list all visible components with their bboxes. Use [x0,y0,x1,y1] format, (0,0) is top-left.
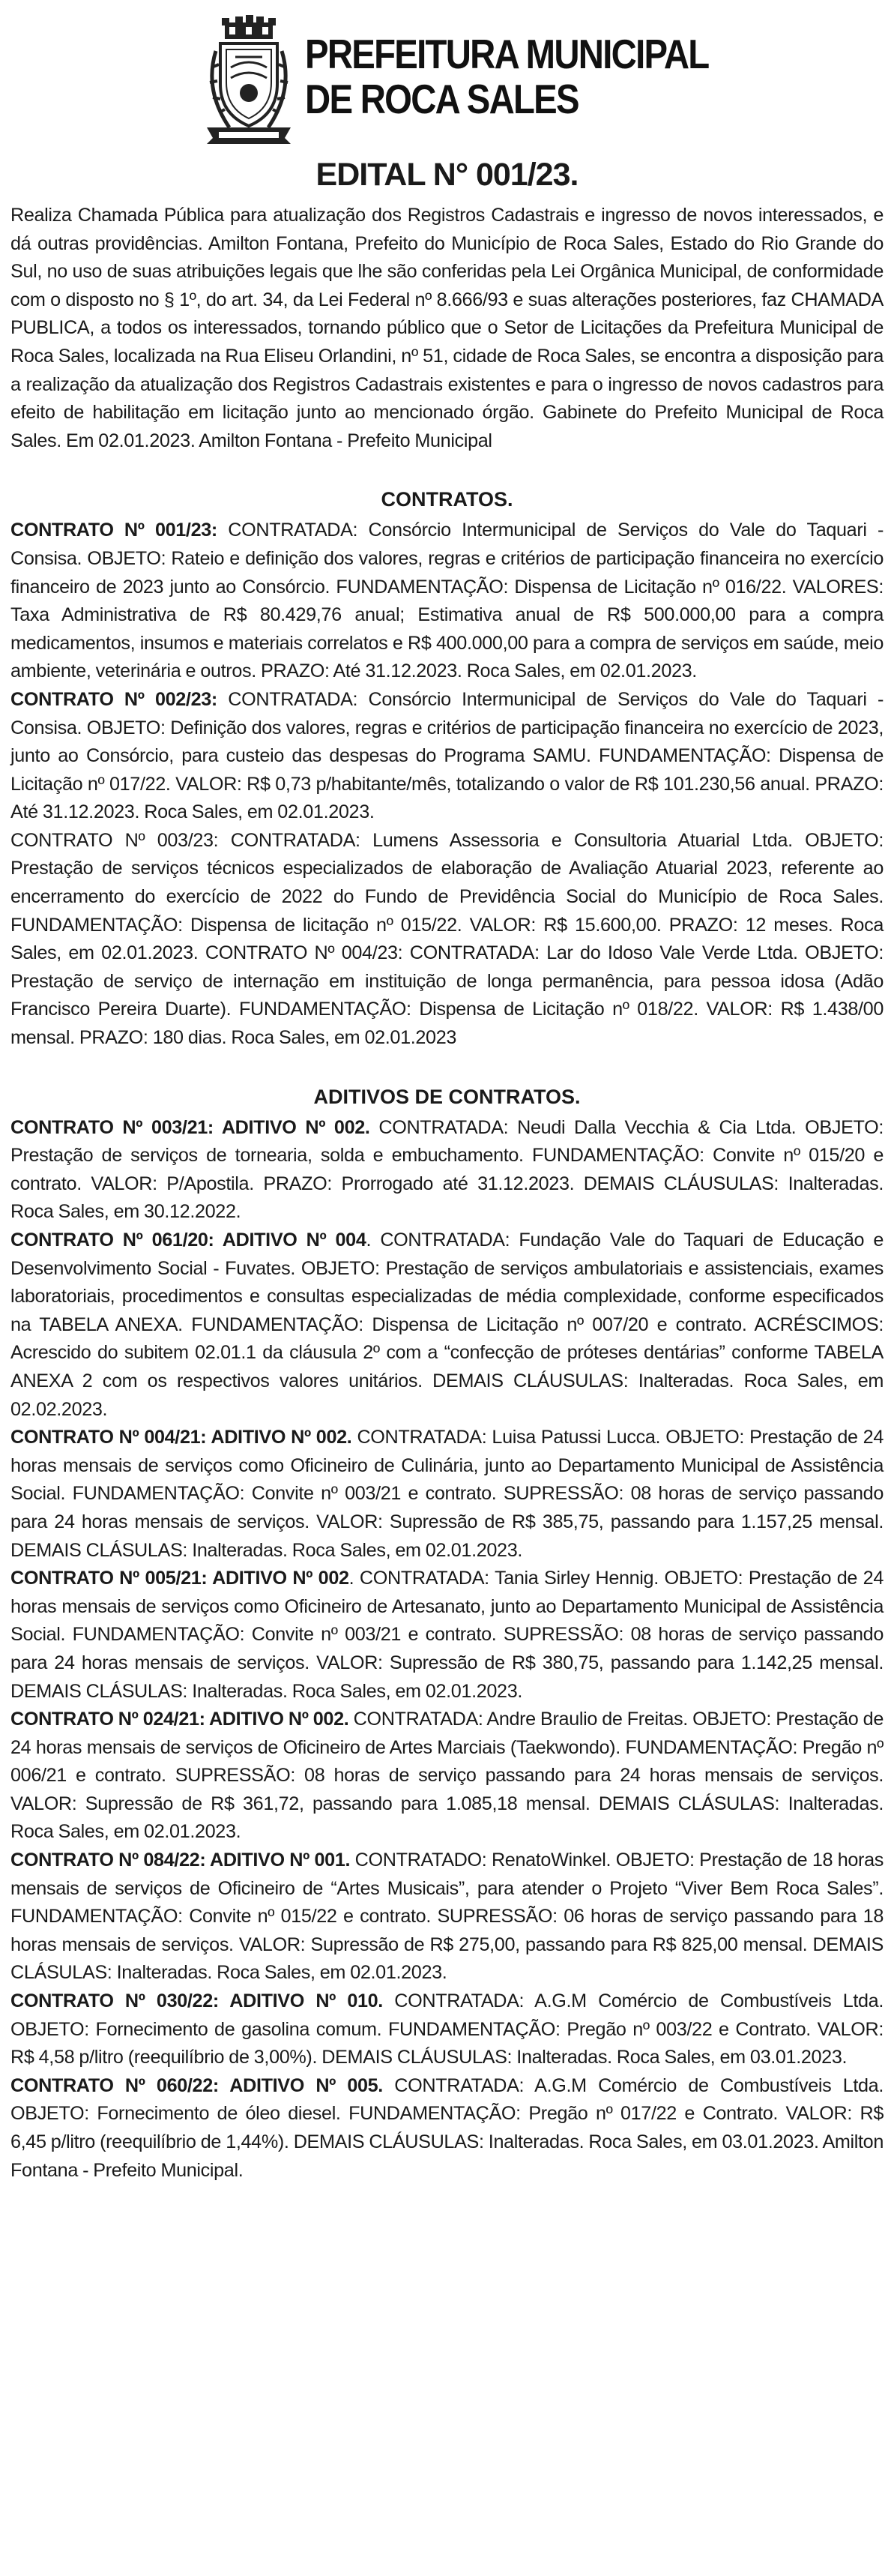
title-line-1: PREFEITURA MUNICIPAL [305,31,709,77]
contrato-text: CONTRATADA: Consórcio Intermunicipal de Serviços do Vale do Taquari - Consisa. OBJETO: Rateio e definição dos valores, regras e critérios de participação financeira no exercício financeiro de 2023 junto ao Consórcio. FUNDAMENTAÇÃO: Dispensa de Licitação nº 016/22. VALORES: Taxa Administrativa de R$ 80.429,76 anual; Estimativa anual de R$ 500.000,00 para a compra medicamentos, insumos e materiais correlatos e R$ 400.000,00 para a compra de serviços em saúde, meio ambiente, veterinária e outros. PRAZO: Até 31.12.2023. Roca Sales, em 02.01.2023. [10,520,884,682]
aditivo-item [10,1706,884,1847]
title-line-2: DE ROCA SALES [305,76,579,122]
aditivo-lead: CONTRATO Nº 084/22: ADITIVO Nº 001. [10,1850,351,1871]
header [10,10,884,149]
municipal-coat-of-arms-icon [199,15,298,146]
aditivo-text: . CONTRATADA: Fundação Vale do Taquari de Educação e Desenvolvimento Social - Fuvates. OBJETO: Prestação de serviços ambulatoriais e assistenciais, exames laboratoriais, procedimentos e consultas especializadas de média complexidade, conforme especificados na TABELA ANEXA. FUNDAMENTAÇÃO: Dispensa de Licitação nº 007/20 e contrato. ACRÉSCIMOS: Acrescido do subitem 02.01.1 da cláusula 2º com a “confecção de próteses dentárias” conforme TABELA ANEXA 2 com os respectivos valores unitários. DEMAIS CLÁUSULAS: Inalteradas. Roca Sales, em 02.02.2023. [10,1230,884,1420]
aditivo-text: CONTRATADA: Luisa Patussi Lucca. OBJETO: Prestação de 24 horas mensais de serviços como Oficineiro de Culinária, junto ao Departamento Municipal de Assistência Social. FUNDAMENTAÇÃO: Convite nº 003/21 e contrato. SUPRESSÃO: 08 horas de serviço passando para 24 horas mensais de serviços. VALOR: Supressão de R$ 385,75, passando para 1.157,25 mensal. DEMAIS CLÁSULAS: Inalteradas. Roca Sales, em 02.01.2023. [10,1427,884,1561]
aditivo-lead: CONTRATO Nº 061/20: ADITIVO Nº 004 [10,1230,366,1251]
aditivo-lead: CONTRATO Nº 060/22: ADITIVO Nº 005. [10,2074,383,2096]
edital-text: Realiza Chamada Pública para atualização dos Registros Cadastrais e ingresso de novos interessados, e dá outras providências. Amilton Fontana, Prefeito do Município de Roca Sales, Estado do Rio Grande do Sul, no uso de suas atribuições legais que lhe são conferidas pela Lei Orgânica Municipal, de conformidade com o disposto no § 1º, do art. 34, da Lei Federal nº 8.666/93 e suas alterações posteriores, faz CHAMADA PUBLICA, a todos os interessados, tornando público que o Setor de Licitações da Prefeitura Municipal de Roca Sales, localizada na Rua Eliseu Orlandini, nº 51, cidade de Roca Sales, se encontra a disposição para a realização da atualização dos Registros Cadastrais existentes e para o ingresso de novos cadastros para efeito de habilitação em licitação junto ao mencionado órgão. Gabinete do Prefeito Municipal de Roca Sales. Em 02.01.2023. Amilton Fontana - Prefeito Municipal [10,205,884,451]
aditivo-text: CONTRATADO: RenatoWinkel. OBJETO: Prestação de 18 horas mensais de serviços de Oficineiro de “Artes Musicais”, para atender o Projeto “Viver Bem Roca Sales”. FUNDAMENTAÇÃO: Convite nº 015/22 e contrato. SUPRESSÃO: 06 horas de serviço passando para 18 horas mensais de serviços. VALOR: Supressão de R$ 275,00, passando para R$ 825,00 mensal. DEMAIS CLÁSULAS: Inalteradas. Roca Sales, em 02.01.2023. [10,1850,884,1984]
aditivo-item [10,1565,884,1706]
contratos-heading: CONTRATOS. [381,488,513,511]
aditivo-lead: CONTRATO Nº 003/21: ADITIVO Nº 002. [10,1116,370,1138]
edital-title: EDITAL N° 001/23. [315,157,579,193]
contrato-item [10,827,884,1053]
aditivo-text: CONTRATADA: A.G.M Comércio de Combustíveis Ltda. OBJETO: Fornecimento de óleo diesel. FUNDAMENTAÇÃO: Pregão nº 017/22 e Contrato. VALOR: R$ 6,45 p/litro (reequilíbrio de 1,44%). DEMAIS CLÁUSULAS: Inalteradas. Roca Sales, em 03.01.2023. Amilton Fontana - Prefeito Municipal. [10,2074,884,2181]
contrato-lead: CONTRATO Nº 001/23: [10,520,217,541]
aditivo-item [10,1227,884,1424]
contrato-text: CONTRATADA: Consórcio Intermunicipal de Serviços do Vale do Taquari - Consisa. OBJETO: Definição dos valores, regras e critérios de participação financeira no exercício de 2023, junto ao Consórcio, para custeio das despesas do Programa SAMU. FUNDAMENTAÇÃO: Dispensa de Licitação nº 017/22. VALOR: R$ 0,73 p/habitante/mês, totalizando o valor de R$ 101.230,56 anual. PRAZO: Até 31.12.2023. Roca Sales, em 02.01.2023. [10,688,884,823]
aditivo-text: CONTRATADA: Andre Braulio de Freitas. OBJETO: Prestação de 24 horas mensais de serviços de Oficineiro de Artes Marciais (Taekwondo). FUNDAMENTAÇÃO: Pregão nº 006/21 e contrato. SUPRESSÃO: 08 horas de serviço passando para 24 horas mensais de serviços. VALOR: Supressão de R$ 361,72, passando para 1.085,18 mensal. DEMAIS CLÁSULAS: Inalteradas. Roca Sales, em 02.01.2023. [10,1709,884,1843]
aditivo-item [10,1987,884,2072]
aditivo-item [10,1847,884,1987]
contrato-item [10,517,884,686]
aditivo-lead: CONTRATO Nº 004/21: ADITIVO Nº 002. [10,1427,352,1448]
aditivo-text: CONTRATADA: A.G.M Comércio de Combustíveis Ltda. OBJETO: Fornecimento de gasolina comum. FUNDAMENTAÇÃO: Pregão nº 003/22 e Contrato. VALOR: R$ 4,58 p/litro (reequilíbrio de 3,00%). DEMAIS CLÁUSULAS: Inalteradas. Roca Sales, em 03.01.2023. [10,1990,884,2068]
aditivo-text: . CONTRATADA: Tania Sirley Hennig. OBJETO: Prestação de 24 horas mensais de serviços como Oficineiro de Artesanato, junto ao Departamento Municipal de Assistência Social. FUNDAMENTAÇÃO: Convite nº 003/21 e contrato. SUPRESSÃO: 08 horas de serviço passando para 24 horas mensais de serviços. VALOR: Supressão de R$ 380,75, passando para 1.142,25 mensal. DEMAIS CLÁSULAS: Inalteradas. Roca Sales, em 02.01.2023. [10,1568,884,1702]
aditivo-lead: CONTRATO Nº 024/21: ADITIVO Nº 002. [10,1709,349,1730]
aditivo-item [10,2072,884,2185]
contrato-item [10,686,884,827]
contrato-text: CONTRATO Nº 003/23: CONTRATADA: Lumens Assessoria e Consultoria Atuarial Ltda. OBJETO: Prestação de serviços técnicos especializados de elaboração de Avaliação Atuarial 2023, referente ao encerramento do exercício de 2022 do Fundo de Previdência Social do Município de Roca Sales. FUNDAMENTAÇÃO: Dispensa de licitação nº 015/22. VALOR: R$ 15.600,00. PRAZO: 12 meses. Roca Sales, em 02.01.2023. CONTRATO Nº 004/23: CONTRATADA: Lar do Idoso Vale Verde Ltda. OBJETO: Prestação de serviço de internação em instituição de longa permanência, para pessoa idosa (Adão Francisco Pereira Duarte). FUNDAMENTAÇÃO: Dispensa de Licitação nº 018/22. VALOR: R$ 1.438/00 mensal. PRAZO: 180 dias. Roca Sales, em 02.01.2023 [10,829,884,1049]
aditivo-text: CONTRATADA: Neudi Dalla Vecchia & Cia Ltda. OBJETO: Prestação de serviços de tornearia, solda e embuchamento. FUNDAMENTAÇÃO: Convite nº 015/20 e contrato. VALOR: P/Apostila. PRAZO: Prorrogado até 31.12.2023. DEMAIS CLÁUSULAS: Inalteradas. Roca Sales, em 30.12.2022. [10,1116,884,1223]
aditivo-item [10,1114,884,1227]
contrato-lead: CONTRATO Nº 002/23: [10,688,217,710]
aditivo-lead: CONTRATO Nº 030/22: ADITIVO Nº 010. [10,1990,383,2012]
aditivo-lead: CONTRATO Nº 005/21: ADITIVO Nº 002 [10,1568,349,1589]
aditivo-item [10,1424,884,1565]
page-title [305,31,708,121]
aditivos-heading: ADITIVOS DE CONTRATOS. [313,1085,581,1108]
